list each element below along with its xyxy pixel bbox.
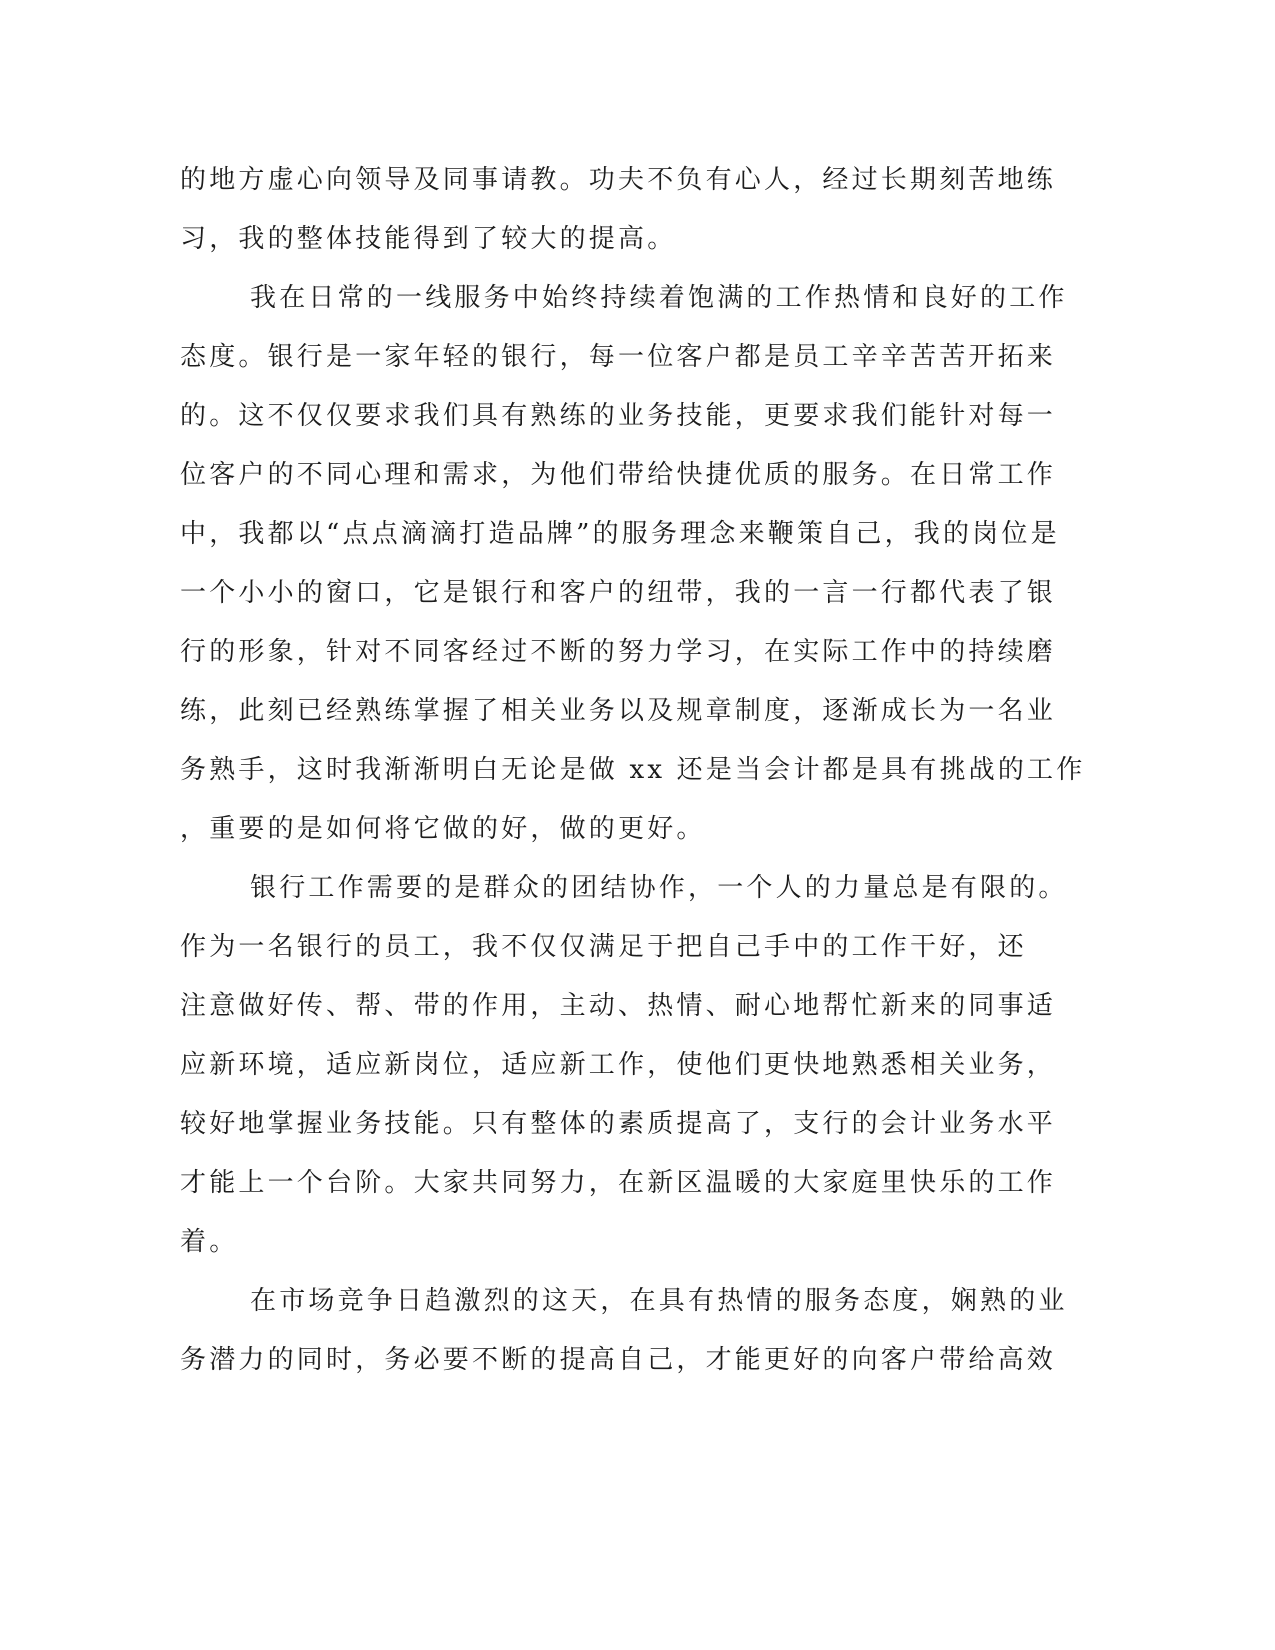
text-line: 着。 xyxy=(180,1227,239,1257)
text-line: 的地方虚心向领导及同事请教。功夫不负有心人，经过长期刻苦地练 xyxy=(180,165,1057,195)
text-line: 才能上一个台阶。大家共同努力，在新区温暖的大家庭里快乐的工作 xyxy=(180,1168,1057,1198)
paragraph-first-line: 银行工作需要的是群众的团结协作，一个人的力量总是有限的。 xyxy=(250,873,1068,903)
text-line: 务熟手，这时我渐渐明白无论是做 xx 还是当会计都是具有挑战的工作 xyxy=(180,755,1086,785)
text-line: 较好地掌握业务技能。只有整体的素质提高了，支行的会计业务水平 xyxy=(180,1109,1057,1139)
paragraph-first-line: 在市场竞争日趋激烈的这天，在具有热情的服务态度，娴熟的业 xyxy=(250,1286,1068,1316)
paragraph-first-line: 我在日常的一线服务中始终持续着饱满的工作热情和良好的工作 xyxy=(250,283,1068,313)
text-line: 态度。银行是一家年轻的银行，每一位客户都是员工辛辛苦苦开拓来 xyxy=(180,342,1057,372)
text-line: 的。这不仅仅要求我们具有熟练的业务技能，更要求我们能针对每一 xyxy=(180,401,1057,431)
text-line: ，重要的是如何将它做的好，做的更好。 xyxy=(180,814,706,844)
text-line: 习，我的整体技能得到了较大的提高。 xyxy=(180,224,677,254)
text-line: 练，此刻已经熟练掌握了相关业务以及规章制度，逐渐成长为一名业 xyxy=(180,696,1057,726)
text-line: 注意做好传、帮、带的作用，主动、热情、耐心地帮忙新来的同事适 xyxy=(180,991,1057,1021)
text-line: 应新环境，适应新岗位，适应新工作，使他们更快地熟悉相关业务， xyxy=(180,1050,1057,1080)
text-line: 行的形象，针对不同客经过不断的努力学习，在实际工作中的持续磨 xyxy=(180,637,1057,667)
text-line: 中，我都以“点点滴滴打造品牌”的服务理念来鞭策自己，我的岗位是 xyxy=(180,519,1060,549)
text-line: 作为一名银行的员工，我不仅仅满足于把自己手中的工作干好，还 xyxy=(180,932,1027,962)
text-line: 位客户的不同心理和需求，为他们带给快捷优质的服务。在日常工作 xyxy=(180,460,1057,490)
text-line: 务潜力的同时，务必要不断的提高自己，才能更好的向客户带给高效 xyxy=(180,1345,1057,1375)
text-line: 一个小小的窗口，它是银行和客户的纽带，我的一言一行都代表了银 xyxy=(180,578,1057,608)
